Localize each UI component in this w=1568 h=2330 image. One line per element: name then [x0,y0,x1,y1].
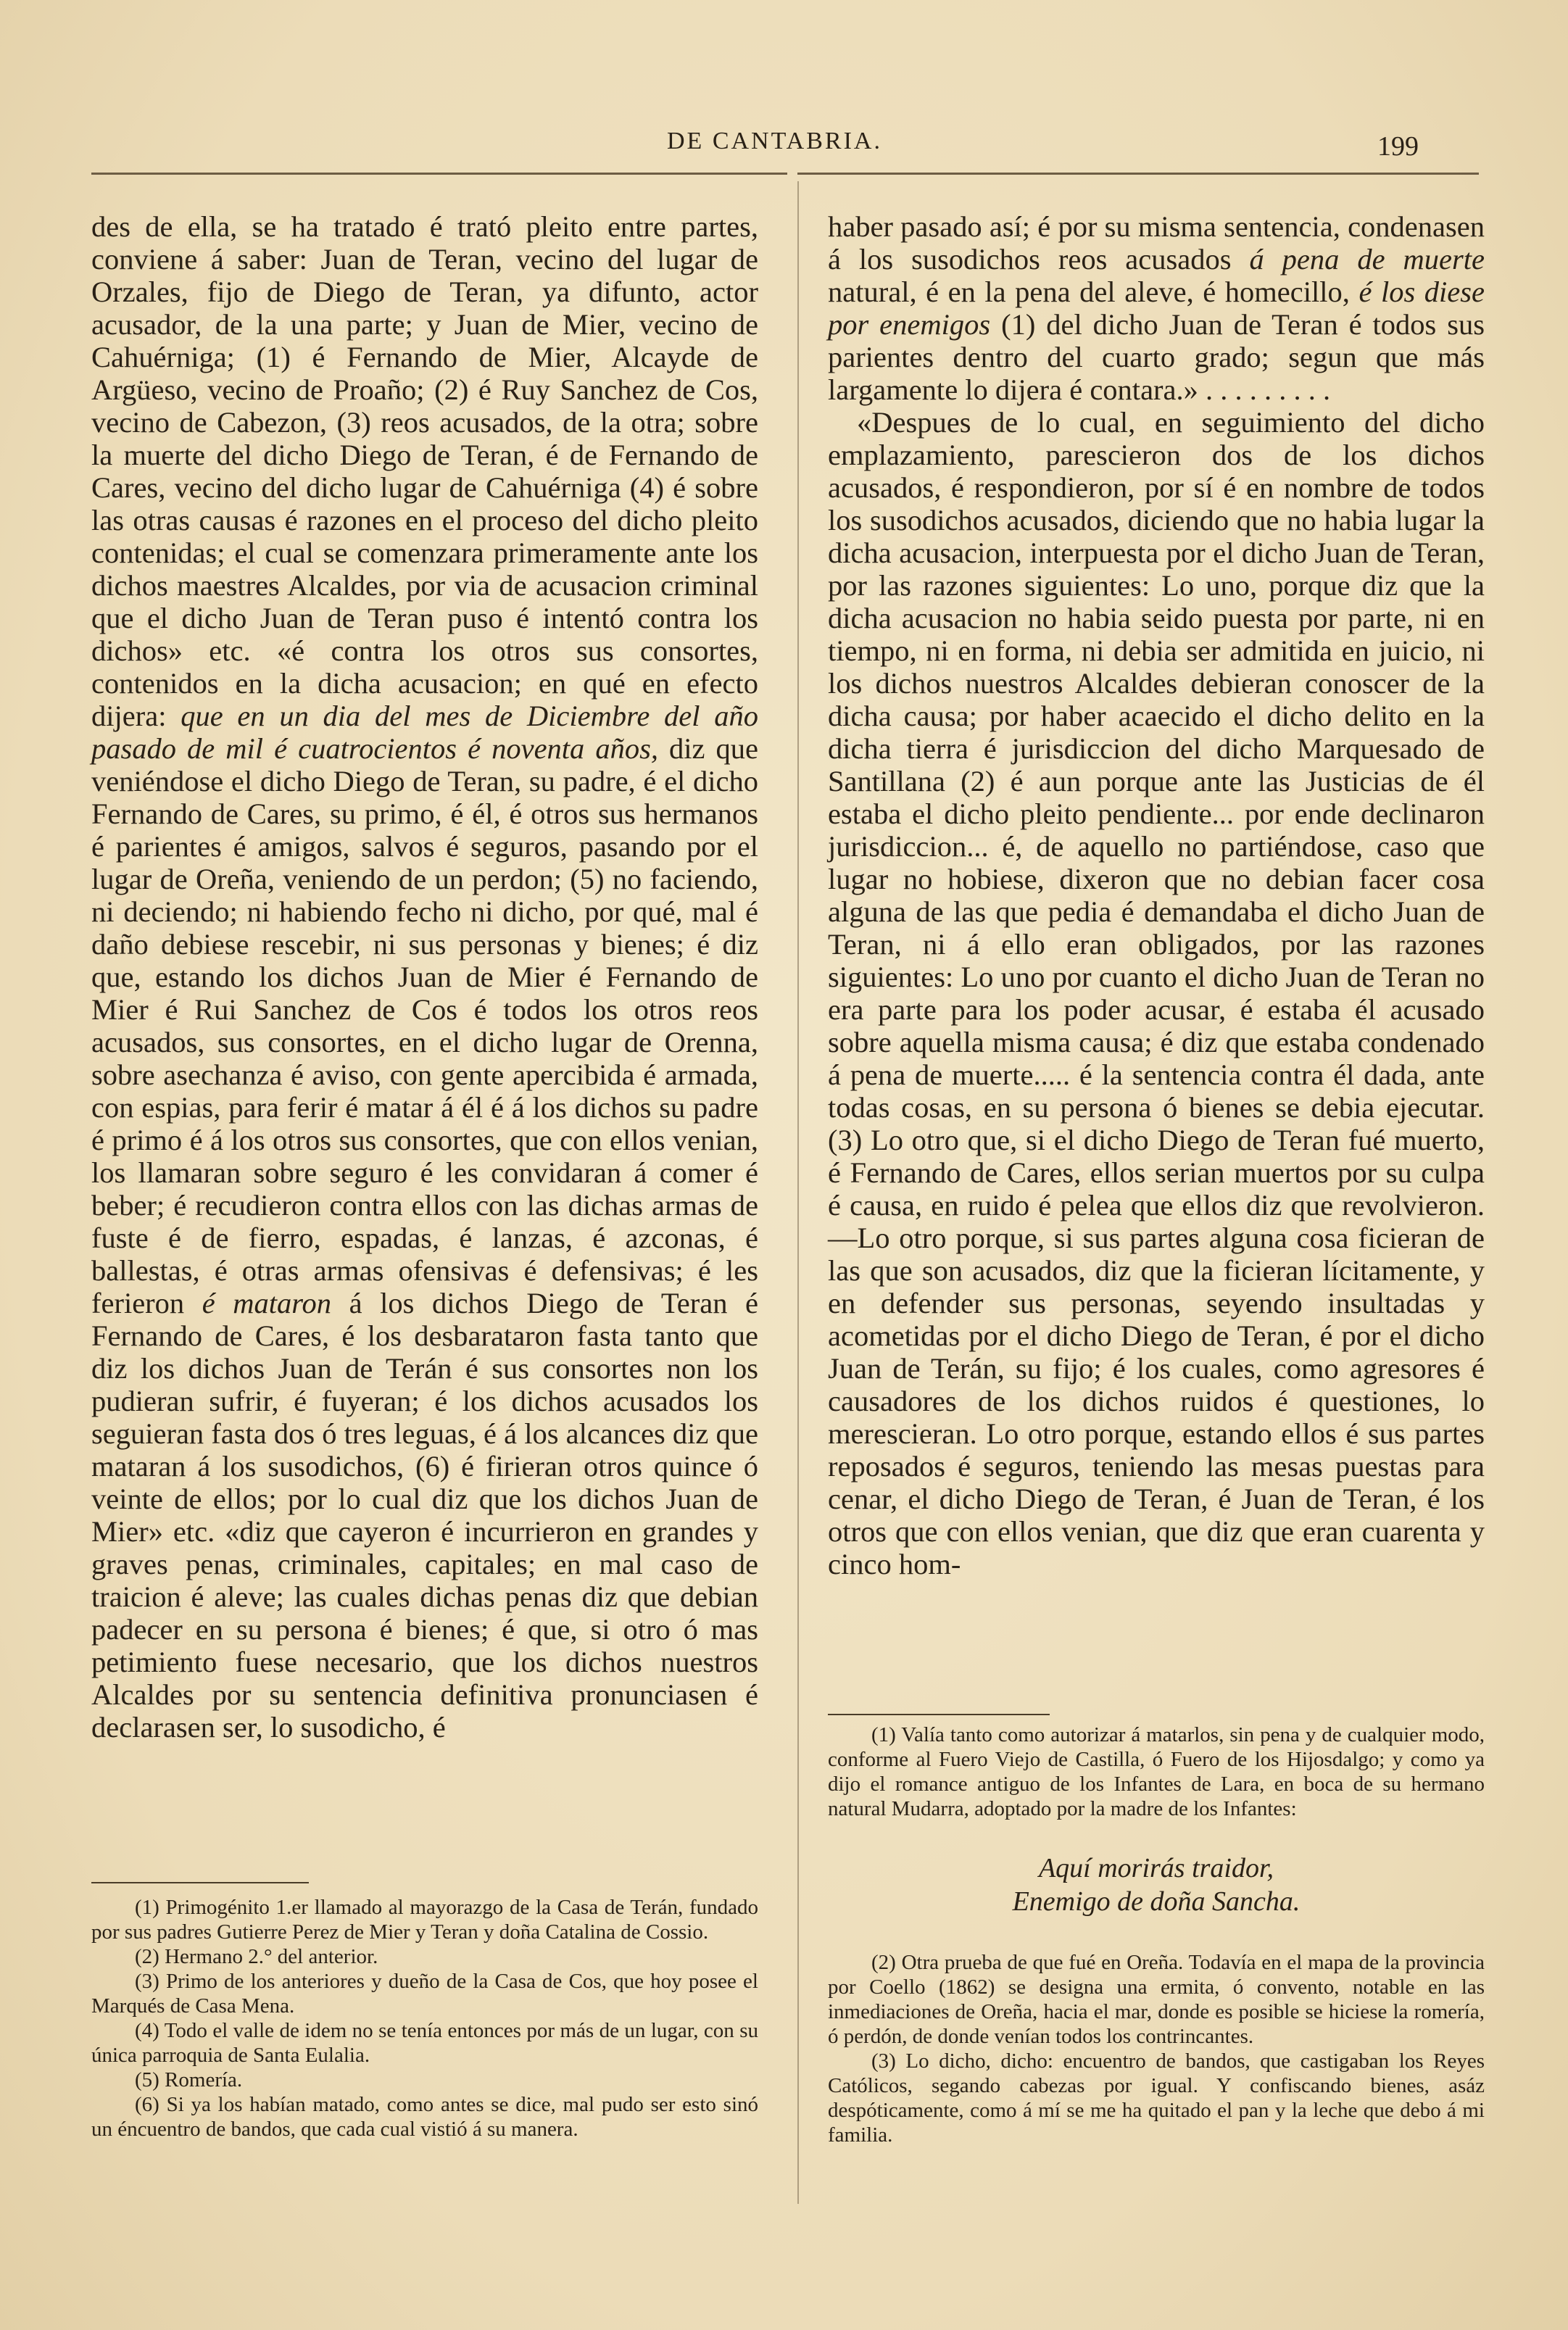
right-p1-italic-pena: á pena de muerte [1249,243,1485,275]
right-p1-mid: natural, é en la pena del aleve, é homecillo, [828,275,1350,308]
footnote-item: (4) Todo el valle de idem no se tenía entonces por más de un lugar, con su única parroquia de Santa Eulalia. [91,2019,758,2067]
footnote-item: (3) Lo dicho, dicho: encuentro de bandos, que castigaban los Reyes Católicos, segando cabezas por igual. Y confiscando bienes, asáz despóticamente, como á mí se me ha quitado el pan y la leche que debo á mi familia. [828,2049,1485,2147]
verse-quote [828,1852,1485,1918]
left-footnotes [91,1895,758,2142]
footnote-item: (6) Si ya los habían matado, como antes se dice, mal pudo ser esto sinó un éncuentro de bandos, que cada cual vistió á su manera. [91,2093,758,2141]
right-p1-start: haber pasado así; é por su misma sentencia, condenasen á los susodichos reos acusados [828,210,1485,275]
footnote-item: (2) Otra prueba de que fué en Oreña. Todavía en el mapa de la provincia por Coello (1862) se designa una ermita, ó convento, notable en las inmediaciones de Oreña, hacia el mar, donde es posible se hiciese la romería, ó perdón, de donde venían todos los contrincantes. [828,1951,1485,2048]
footnote-item: (1) Valía tanto como autorizar á matarlos, sin pena y de cualquier modo, conforme al Fuero Viejo de Castilla, ó Fuero de los Hijosdalgo; y como ya dijo el romance antiguo de los Infantes de Lara, en boca de su hermano natural Mudarra, adoptado por la madre de los Infantes: [828,1723,1485,1820]
left-italic-mataron: é mataron [202,1287,332,1319]
right-footnote-rule [828,1714,1050,1715]
left-text-part-1: des de ella, se ha tratado é trató pleito entre partes, conviene á saber: Juan de Teran, vecino del lugar de Orzales, fijo de Diego de Teran, ya difunto, actor acusador, de la una parte; y Juan de Mier, vecino de Cahuérniga; (1) é Fernando de Mier, Alcayde de Argüeso, vecino de Proaño; (2) é Ruy Sanchez de Cos, vecino de Cabezon, (3) reos acusados, de la otra; sobre la muerte del dicho Diego de Teran, é de Fernando de Cares, vecino del dicho lugar de Cahuérniga (4) é sobre las otras causas é razones en el proceso del dicho pleito contenidas; el cual se comenzara primeramente ante los dichos maestres Alcaldes, por via de acusacion criminal que el dicho Juan de Teran puso é intentó contra los dichos» etc. «é contra los otros sus consortes, contenidos en la dicha acusacion; en qué en efecto dijera: [91,210,758,732]
left-paragraph [91,210,758,1744]
column-divider [797,181,799,2204]
header-rule-left [91,173,787,175]
footnote-item: (2) Hermano 2.° del anterior. [135,1945,378,1968]
header-rule-right [797,173,1479,175]
right-p1-end: (1) del dicho Juan de Teran é todos sus parientes dentro del cuarto grado; segun que más largamente lo dijera é contara.» . . . . . . . . . [828,308,1485,406]
running-head: DE CANTABRIA. [667,128,882,154]
left-column-text [91,210,758,1744]
right-p1-italic-enemigos: é los diese por enemigos [828,275,1485,341]
right-footnotes [828,1718,1485,2147]
right-column-text [828,210,1485,1580]
left-footnote-rule [91,1882,309,1883]
verse-line: Enemigo de doña Sancha. [1012,1886,1301,1917]
right-paragraph-1 [828,210,1485,406]
left-text-part-2: diz que veniéndose el dicho Diego de Teran, su padre, é el dicho Fernando de Cares, su primo, é él, é otros sus hermanos é parientes é amigos, salvos é seguros, pasando por el lugar de Oreña, veniendo de un perdon; (5) no faciendo, ni deciendo; ni habiendo fecho ni dicho, por qué, mal é daño debiese rescebir, ni sus personas y bienes; é diz que, estando los dichos Juan de Mier é Fernando de Mier é Rui Sanchez de Cos é todos los otros reos acusados, sus consortes, en el dicho lugar de Orenna, sobre asechanza é aviso, con gente apercibida é armada, con espias, para ferir é matar á él é á los dichos su padre é primo é á los otros sus consortes, que con ellos venian, los llamaran sobre seguro é les convidaran á comer é beber; é recudieron contra ellos con las dichas armas de fuste é de fierro, espadas, é lanzas, é azconas, é ballestas, é otras armas ofensivas é defensivas; é les ferieron [91,732,759,1319]
left-italic-date: que en un dia del mes de Diciembre del año pasado de mil é cuatrocientos é noventa años, [91,700,759,765]
footnote-item: (3) Primo de los anteriores y dueño de la Casa de Cos, que hoy posee el Marqués de Casa Mena. [91,1970,758,2018]
page-number: 199 [1377,131,1419,162]
right-paragraph-2: «Despues de lo cual, en seguimiento del dicho emplazamiento, parescieron dos de los dichos acusados, é respondieron, por sí é en nombre de todos los susodichos acusados, diciendo que no habia lugar la dicha acusacion, interpuesta por el dicho Juan de Teran, por las razones siguientes: Lo uno, porque diz que la dicha acusacion no habia seido puesta por parte, ni en tiempo, ni en forma, ni debia ser admitida en juicio, ni los dichos nuestros Alcaldes debieran conoscer de la dicha causa; por haber acaecido el dicho delito en la dicha tierra é jurisdiccion del dicho Marquesado de Santillana (2) é aun porque ante las Justicias de él estaba el dicho pleito pendiente... por ende declinaron jurisdiccion... é, de aquello no partiéndose, caso que lugar no hobiese, dixeron que no debian facer cosa alguna de las que pedia é demandaba el dicho Juan de Teran, ni á ello eran obligados, por las razones siguientes: Lo uno por cuanto el dicho Juan de Teran no era parte para los poder acusar, é estaba él acusado sobre aquella misma causa; é diz que estaba condenado á pena de muerte..... é la sentencia contra él dada, ante todas cosas, en su persona ó bienes se debia ejecutar. (3) Lo otro que, si el dicho Diego de Teran fué muerto, é Fernando de Cares, ellos serian muertos por su culpa é causa, en ruido é pelea que ellos diz que revolvieron.—Lo otro porque, si sus partes alguna cosa ficieran de las que son acusados, diz que la ficieran lícitamente, y en defender sus personas, seyendo insultadas y acometidas por el dicho Diego de Teran, é por el dicho Juan de Terán, su fijo; é los cuales, como agresores é causadores de los dichos ruidos é questiones, lo merescieran. Lo otro porque, estando ellos é sus partes reposados é seguros, teniendo las mesas puestas para cenar, el dicho Diego de Teran, é Juan de Teran, é los otros que con ellos venian, que diz que eran cuarenta y cinco hom- [828,406,1485,1580]
verse-line: Aquí morirás traidor, [1038,1853,1274,1883]
footnote-item: (5) Romería. [135,2068,243,2091]
footnote-item: (1) Primogénito 1.er llamado al mayorazgo de la Casa de Terán, fundado por sus padres Gutierre Perez de Mier y Teran y doña Catalina de Cossio. [91,1896,758,1944]
left-text-part-3: á los dichos Diego de Teran é Fernando de Cares, é los desbarataron fasta tanto que diz los dichos Juan de Terán é sus consortes non los pudieran sufrir, é fuyeran; é los dichos acusados los seguieran fasta dos ó tres leguas, é á los alcances diz que mataran á los susodichos, (6) é firieran otros quince ó veinte de ellos; por lo cual diz que los dichos Juan de Mier» etc. «diz que cayeron é incurrieron en grandes y graves penas, criminales, capitales; en mal caso de traicion é aleve; las cuales dichas penas diz que debian padecer en su persona é bienes; é que, si otro ó mas petimiento fuese necesario, que los dichos nuestros Alcaldes por su sentencia definitiva pronunciasen é declarasen ser, lo susodicho, é [91,1287,758,1744]
